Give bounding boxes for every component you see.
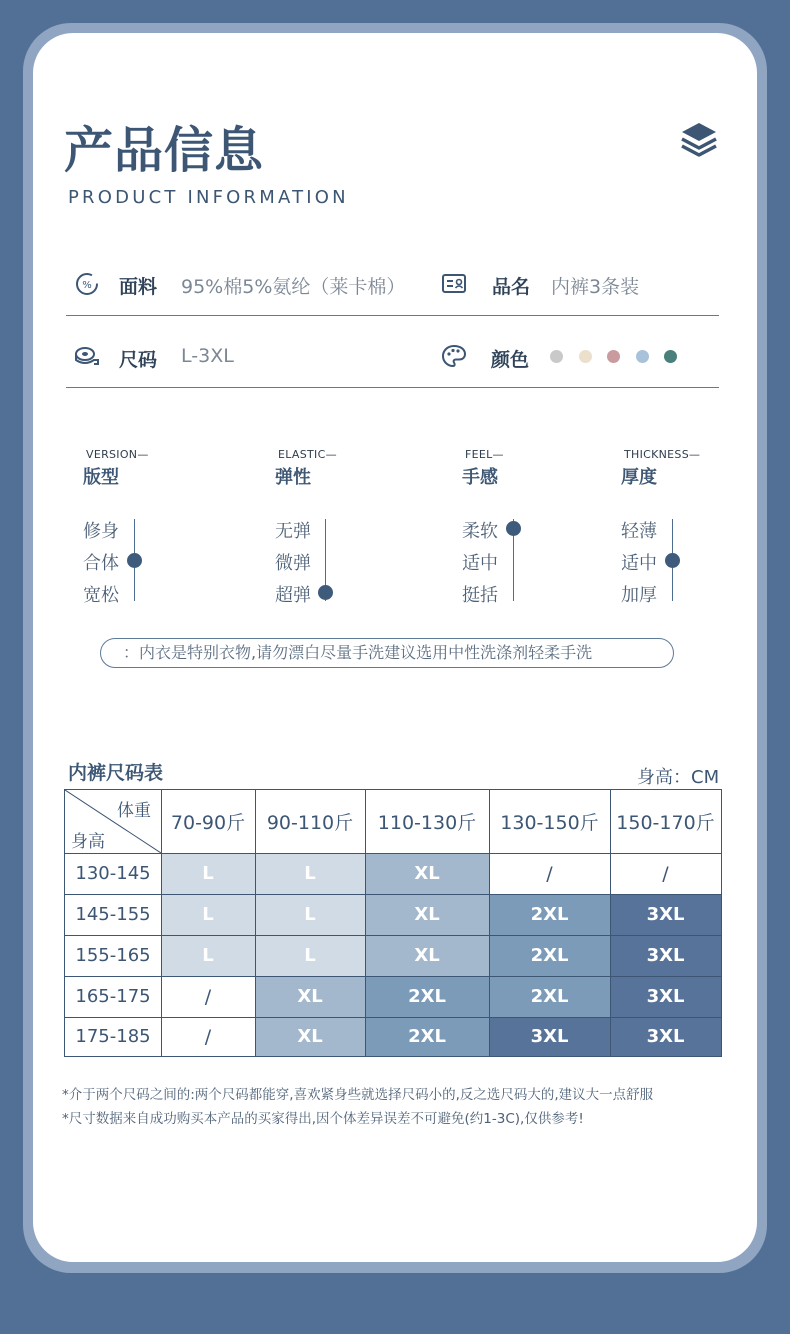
column-header: 130-150斤 xyxy=(500,812,599,834)
size-cell: 2XL xyxy=(365,1017,489,1056)
color-swatch xyxy=(579,350,592,363)
size-cell: / xyxy=(204,985,212,1008)
attribute-cn-label: 手感 xyxy=(462,467,498,488)
scale-option: 无弹 xyxy=(275,521,311,542)
scale-marker xyxy=(127,553,142,568)
scale-option: 适中 xyxy=(462,553,498,574)
size-cell: 2XL xyxy=(489,935,610,976)
scale-marker xyxy=(318,585,333,600)
row-header: 130-145 xyxy=(75,863,151,884)
percent-badge-icon xyxy=(74,271,100,297)
name-card-icon xyxy=(441,271,467,297)
column-header: 150-170斤 xyxy=(616,812,715,834)
grid-line xyxy=(65,935,721,936)
fabric-label: 面料 xyxy=(119,276,158,298)
grid-line xyxy=(65,1017,721,1018)
scale-option: 适中 xyxy=(621,553,657,574)
color-swatch xyxy=(550,350,563,363)
size-cell: XL xyxy=(365,853,489,894)
row-header: 165-175 xyxy=(75,986,151,1007)
scale-option: 柔软 xyxy=(462,521,498,542)
size-cell: L xyxy=(161,935,255,976)
care-note: ：内衣是特别衣物,请勿漂白尽量手洗建议选用中性洗涤剂轻柔手洗 xyxy=(100,638,674,668)
color-swatch xyxy=(636,350,649,363)
page-title: 产品信息 xyxy=(64,122,265,179)
svg-text:%: % xyxy=(82,280,92,291)
color-swatch xyxy=(607,350,620,363)
size-cell: 3XL xyxy=(610,1017,721,1056)
size-cell: 3XL xyxy=(610,935,721,976)
size-cell: XL xyxy=(365,935,489,976)
grid-line xyxy=(65,976,721,977)
row-header: 145-155 xyxy=(75,904,151,925)
size-cell: 3XL xyxy=(610,894,721,935)
corner-weight-label: 体重 xyxy=(117,801,151,821)
attribute-en-label: FEEL— xyxy=(465,448,504,461)
color-swatch xyxy=(664,350,677,363)
size-label: 尺码 xyxy=(119,349,158,371)
size-cell: / xyxy=(546,862,553,885)
attribute-cn-label: 弹性 xyxy=(275,467,311,488)
tape-measure-icon xyxy=(74,343,100,369)
name-label: 品名 xyxy=(492,276,531,298)
column-header: 70-90斤 xyxy=(170,812,246,834)
corner-height-label: 身高 xyxy=(71,832,105,852)
divider xyxy=(66,315,719,316)
size-cell: XL xyxy=(255,1017,365,1056)
scale-option: 轻薄 xyxy=(621,521,657,542)
page-subtitle: PRODUCT INFORMATION xyxy=(68,187,349,208)
size-cell: XL xyxy=(365,894,489,935)
size-cell: L xyxy=(255,894,365,935)
size-cell: L xyxy=(161,853,255,894)
fabric-value: 95%棉5%氨纶（莱卡棉） xyxy=(181,276,406,298)
size-cell: / xyxy=(662,862,669,885)
row-header: 155-165 xyxy=(75,945,151,966)
size-cell: L xyxy=(255,853,365,894)
size-value: L-3XL xyxy=(181,345,234,367)
footnote: *介于两个尺码之间的:两个尺码都能穿,喜欢紧身些就选择尺码小的,反之选尺码大的,建议大一点舒服 xyxy=(62,1087,654,1103)
size-table-title: 内裤尺码表 xyxy=(68,762,164,784)
grid-line xyxy=(65,853,721,854)
size-cell: 3XL xyxy=(610,976,721,1017)
attribute-en-label: THICKNESS— xyxy=(624,448,701,461)
attribute-en-label: ELASTIC— xyxy=(278,448,337,461)
palette-icon xyxy=(441,343,467,369)
size-cell: XL xyxy=(255,976,365,1017)
scale-option: 挺括 xyxy=(462,585,498,606)
layers-icon xyxy=(678,120,720,162)
scale-marker xyxy=(506,521,521,536)
attribute-en-label: VERSION— xyxy=(86,448,149,461)
scale-option: 修身 xyxy=(83,521,119,542)
grid-line xyxy=(65,894,721,895)
size-table-unit: 身高：CM xyxy=(637,767,720,788)
attribute-cn-label: 厚度 xyxy=(621,467,657,488)
scale-option: 微弹 xyxy=(275,553,311,574)
divider xyxy=(66,387,719,388)
size-cell: 2XL xyxy=(489,976,610,1017)
size-cell: L xyxy=(161,894,255,935)
scale-option: 加厚 xyxy=(621,585,657,606)
size-table xyxy=(64,789,722,1057)
size-cell: 3XL xyxy=(489,1017,610,1056)
size-cell: 2XL xyxy=(489,894,610,935)
corner-diagonal xyxy=(65,790,161,853)
scale-option: 宽松 xyxy=(83,585,119,606)
scale-marker xyxy=(665,553,680,568)
size-cell: / xyxy=(204,1025,212,1048)
scale-option: 合体 xyxy=(83,553,119,574)
row-header: 175-185 xyxy=(75,1026,151,1047)
name-value: 内裤3条装 xyxy=(551,276,640,298)
scale-option: 超弹 xyxy=(275,585,311,606)
size-cell: 2XL xyxy=(365,976,489,1017)
footnote: *尺寸数据来自成功购买本产品的买家得出,因个体差异误差不可避免(约1-3C),仅供参考! xyxy=(62,1111,584,1127)
column-header: 90-110斤 xyxy=(266,812,354,834)
column-header: 110-130斤 xyxy=(377,812,477,834)
attribute-cn-label: 版型 xyxy=(83,467,119,488)
color-label: 颜色 xyxy=(491,349,530,371)
size-cell: L xyxy=(255,935,365,976)
